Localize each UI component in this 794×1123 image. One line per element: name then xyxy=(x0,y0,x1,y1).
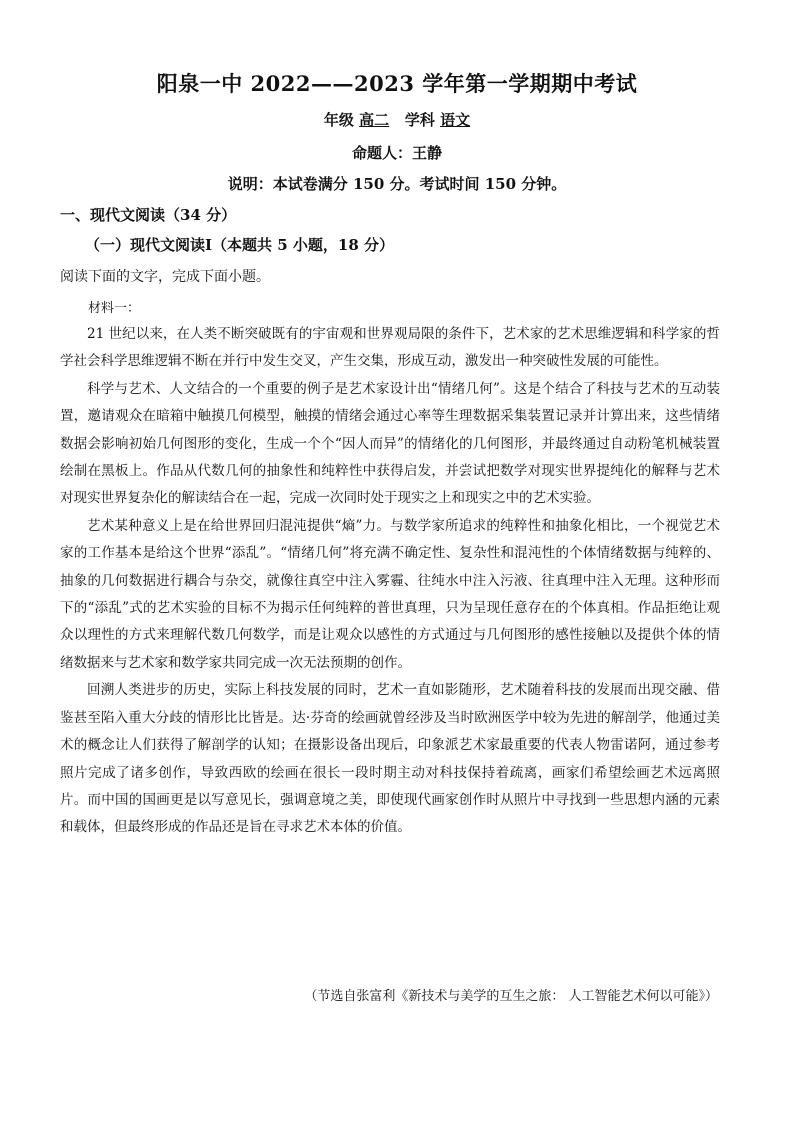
subsection-title: （一）现代文阅读Ⅰ（本题共 5 小题，18 分） xyxy=(85,236,394,254)
grade-label: 年级 xyxy=(323,111,354,129)
exam-note: 说明：本试卷满分 150 分。考试时间 150 分钟。 xyxy=(227,175,567,193)
material-label: 材料一： xyxy=(88,301,141,316)
paragraph: 21 世纪以来，在人类不断突破既有的宇宙观和世界观局限的条件下，艺术家的艺术思维逻辑和科学家的哲学社会科学思维逻辑不断在并行中发生交叉，产生交集，形成互动，激发出一种突破性发展的可能性。 xyxy=(60,326,720,370)
subject-value: 语文 xyxy=(440,111,471,129)
subject-label: 学科 xyxy=(404,111,435,129)
grade-value: 高二 xyxy=(359,111,390,129)
reading-instruction: 阅读下面的文字，完成下面小题。 xyxy=(60,269,270,285)
exam-author: 命题人：王静 xyxy=(351,144,442,162)
section-title: 一、现代文阅读（34 分） xyxy=(60,206,237,224)
grade-subject-line xyxy=(0,109,794,130)
source-citation: （节选自张富利《新技术与美学的互生之旅： 人工智能艺术何以可能》） xyxy=(304,989,718,1004)
paragraph: 科学与艺术、人文结合的一个重要的例子是艺术家设计出“情绪几何”。这是个结合了科技与艺术的互动装置，邀请观众在暗箱中触摸几何模型，触摸的情绪会通过心率等生理数据采集装置记录并计算出来，这些情绪数据会影响初始几何图形的变化，生成一个个“因人而异”的情绪化的几何图形，并最终通过自动粉笔机械装置绘制在黑板上。作品从代数几何的抽象性和纯粹性中获得启发，并尝试把数学对现实世界提纯化的解释与艺术对现实世界复杂化的解读结合在一起，完成一次同时处于现实之上和现实之中的艺术实验。 xyxy=(60,380,720,507)
exam-title: 阳泉一中 2022——2023 学年第一学期期中考试 xyxy=(156,71,638,96)
paragraph: 艺术某种意义上是在给世界回归混沌提供“熵”力。与数学家所追求的纯粹性和抽象化相比，一个视觉艺术家的工作基本是给这个世界“添乱”。“情绪几何”将充满不确定性、复杂性和混沌性的个体情绪数据与纯粹的、抽象的几何数据进行耦合与杂交，就像往真空中注入雾霾、往纯水中注入污液、往真理中注入无理。这种形而下的“添乱”式的艺术实验的目标不为揭示任何纯粹的普世真理，只为呈现任意存在的个体真相。作品拒绝让观众以理性的方式来理解代数几何数学，而是让观众以感性的方式通过与几何图形的感性接触以及提供个体的情绪数据来与艺术家和数学家共同完成一次无法预期的创作。 xyxy=(60,517,720,671)
reading-passage xyxy=(60,321,720,842)
paragraph: 回溯人类进步的历史，实际上科技发展的同时，艺术一直如影随形，艺术随着科技的发展而出现交融、借鉴甚至陷入重大分歧的情形比比皆是。达·芬奇的绘画就曾经涉及当时欧洲医学中较为先进的解剖学，他通过美术的概念让人们获得了解剖学的认知；在摄影设备出现后，印象派艺术家最重要的代表人物雷诺阿，通过参考照片完成了诸多创作，导致西欧的绘画在很长一段时期主动对科技保持着疏离，画家们希望绘画艺术远离照片。而中国的国画更是以写意见长，强调意境之美，即使现代画家创作时从照片中寻找到一些思想内涵的元素和载体，但最终形成的作品还是旨在寻求艺术本体的价值。 xyxy=(60,682,720,836)
